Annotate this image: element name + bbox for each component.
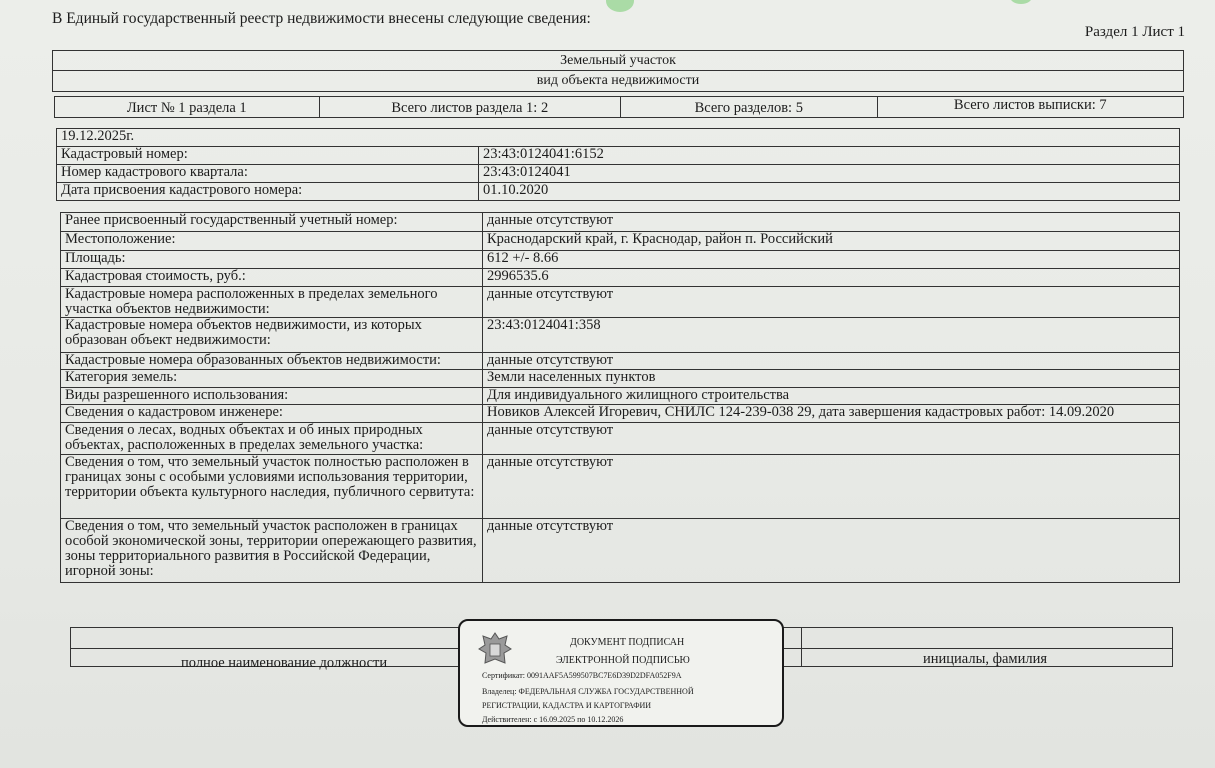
row-label: Кадастровый номер: (57, 147, 479, 165)
table-row (57, 165, 1180, 183)
electronic-signature-stamp (458, 619, 784, 727)
row-label: Ранее присвоенный государственный учетный номер: (61, 213, 483, 232)
row-label: Сведения о том, что земельный участок полностью расположен в границах зоны с особыми условиями использования территории, территории объекта культурного наследия, публичного сервитута: (61, 455, 483, 519)
sheet-number: Лист № 1 раздела 1 (55, 97, 320, 117)
row-value: Краснодарский край, г. Краснодар, район п. Российский (483, 232, 1180, 251)
row-value: 01.10.2020 (479, 183, 1180, 201)
row-label: Номер кадастрового квартала: (57, 165, 479, 183)
table-row (61, 388, 1180, 405)
row-value: данные отсутствуют (483, 423, 1180, 455)
row-label: Категория земель: (61, 370, 483, 388)
row-value: данные отсутствуют (483, 455, 1180, 519)
row-value: 612 +/- 8.66 (483, 251, 1180, 269)
table-row (61, 370, 1180, 388)
table-row (57, 147, 1180, 165)
row-label: Площадь: (61, 251, 483, 269)
stamp-owner-1: Владелец: ФЕДЕРАЛЬНАЯ СЛУЖБА ГОСУДАРСТВЕННОЙ (482, 687, 694, 696)
row-value: 23:43:0124041:6152 (479, 147, 1180, 165)
intro-text: В Единый государственный реестр недвижимости внесены следующие сведения: (52, 10, 591, 27)
table-row (61, 232, 1180, 251)
row-label: Кадастровые номера образованных объектов недвижимости: (61, 353, 483, 370)
row-label: Сведения о том, что земельный участок расположен в границах особой экономической зоны, территории опережающего развития, зоны территориального развития в Российской Федерации, игорной зоны: (61, 519, 483, 583)
table-row (61, 213, 1180, 232)
table-row (61, 423, 1180, 455)
section-sheet-count: Всего листов раздела 1: 2 (320, 97, 621, 117)
row-label: Сведения о кадастровом инженере: (61, 405, 483, 423)
row-value: данные отсутствуют (483, 287, 1180, 318)
row-value: Земли населенных пунктов (483, 370, 1180, 388)
details-table (60, 212, 1180, 583)
row-value: данные отсутствуют (483, 519, 1180, 583)
stamp-line-2: ЭЛЕКТРОННОЙ ПОДПИСЬЮ (556, 655, 690, 666)
row-value: 23:43:0124041:358 (483, 318, 1180, 353)
name-label: инициалы, фамилия (923, 651, 1048, 667)
row-value: данные отсутствуют (483, 353, 1180, 370)
stamp-owner-2: РЕГИСТРАЦИИ, КАДАСТРА И КАРТОГРАФИИ (482, 701, 652, 710)
coat-of-arms-icon (478, 629, 512, 669)
row-value: 2996535.6 (483, 269, 1180, 287)
table-row (61, 353, 1180, 370)
table-row (61, 405, 1180, 423)
row-value: данные отсутствуют (483, 213, 1180, 232)
object-subtitle: вид объекта недвижимости (536, 73, 700, 88)
stamp-line-1: ДОКУМЕНТ ПОДПИСАН (570, 637, 685, 648)
main-info-table (56, 128, 1180, 201)
leaf-decoration (606, 0, 634, 12)
extract-date: 19.12.2025г. (57, 129, 1180, 147)
table-row (61, 269, 1180, 287)
row-label: Дата присвоения кадастрового номера: (57, 183, 479, 201)
row-label: Виды разрешенного использования: (61, 388, 483, 405)
sections-count: Всего разделов: 5 (621, 97, 878, 117)
leaf-decoration (1010, 0, 1032, 4)
table-row (61, 455, 1180, 519)
row-value: Новиков Алексей Игоревич, СНИЛС 124-239-038 29, дата завершения кадастровых работ: 14.09.2020 (483, 405, 1180, 423)
object-title: Земельный участок (53, 51, 1183, 71)
row-label: Сведения о лесах, водных объектах и об иных природных объектах, расположенных в пределах земельного участка: (61, 423, 483, 455)
table-row (57, 183, 1180, 201)
sheet-info-row (54, 96, 1184, 118)
row-label: Местоположение: (61, 232, 483, 251)
table-row (61, 287, 1180, 318)
stamp-validity: Действителен: с 16.09.2025 по 10.12.2026 (482, 715, 624, 724)
row-value: Для индивидуального жилищного строительства (483, 388, 1180, 405)
section-reference: Раздел 1 Лист 1 (1084, 24, 1185, 40)
row-label: Кадастровые номера объектов недвижимости, из которых образован объект недвижимости: (61, 318, 483, 353)
row-value: 23:43:0124041 (479, 165, 1180, 183)
row-label: Кадастровые номера расположенных в пределах земельного участка объектов недвижимости: (61, 287, 483, 318)
stamp-certificate: Сертификат: 0091AAF5A599507BC7E6D39D2DFA052F9A (482, 671, 682, 680)
extract-sheet-count: Всего листов выписки: 7 (953, 97, 1107, 113)
row-label: Кадастровая стоимость, руб.: (61, 269, 483, 287)
table-row (61, 318, 1180, 353)
object-kind-box (52, 50, 1184, 92)
position-label: полное наименование должности (181, 655, 388, 671)
table-row (61, 519, 1180, 583)
table-row (61, 251, 1180, 269)
